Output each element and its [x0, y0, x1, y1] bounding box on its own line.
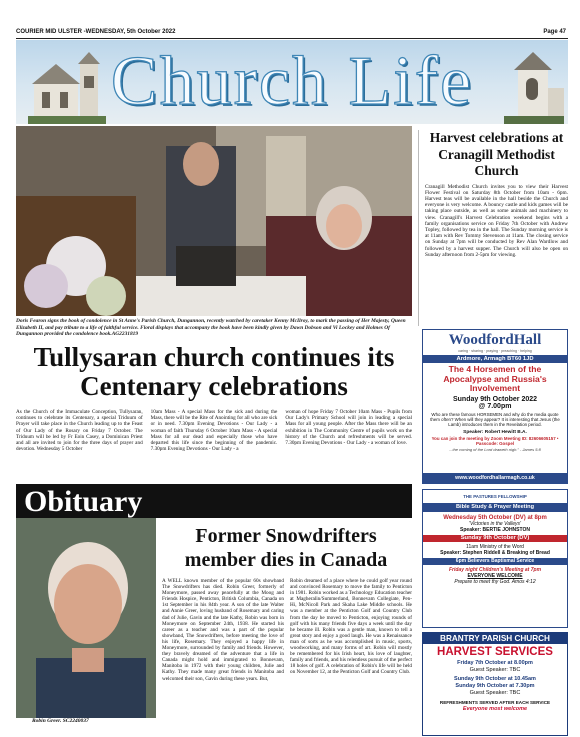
fellowship-wed-label: Wednesday 5th October (DV) at 8pm: [443, 514, 547, 521]
brantry-sunday-speaker: Guest Speaker: TBC: [469, 690, 521, 696]
harvest-article: [418, 130, 568, 326]
robin-greer-portrait: [16, 518, 156, 718]
obituary-body: [162, 578, 412, 708]
centenary-column-2: 10am Mass - A special Mass for the sick and during the Mass, there will be the Rite of Anointing for all who are sick or in need. 7.30pm Evening Devotions - Our Lady - a woman of faith Thursday 6 October 10am Mass - A special Mass for all our dead and especially those who have departed this life since the beginning of the pandemic. 7.30pm Evening Devotions - Our Lady - a: [150, 409, 278, 453]
masthead-title: Church Life: [110, 43, 474, 120]
woodford-hall-advert: [422, 329, 568, 484]
centenary-headline: Tullysaran church continues its Centenary celebrations: [33, 342, 395, 401]
obituary-column-2: Robin dreamed of a place where he could golf year round and convinced Rosemary to move the family to Penticton in 1981. Robin worked as a Technology Education teacher at Magheralin/Summerland, Bonnevam Collegiate, Pen-Hi, McNicoll Park and Skaha Lake Middle schools. He was a member at the Penticton Golf and Country Club from the day he moved to Penticton, enjoying rounds of golf with his many friends five days a week until the day he became ill. Robin was a gentle man, known to tell a great story and enjoy a good laugh. He was a Renaissance man of sorts as he was accomplished in music, sports, woodworking, and many forms of art. Robin will mostly be remembered for his Irish heart, his love of laughter, family and friends, and his relentless pursuit of the perfect 18 holes of golf. A celebration of Robin's life will be held on November 12, at the Penticton Golf and Country Club.: [290, 578, 412, 676]
condolence-book-photo: [16, 126, 412, 316]
fellowship-wed-series: 'Victories in the Valleys': [469, 520, 521, 527]
fellowship-baptism: 6pm Believers Baptismal Service: [423, 558, 567, 564]
woodford-brand: WoodfordHall: [448, 332, 542, 348]
fellowship-verse: Prepare to meet thy God. Amos 4:12: [454, 579, 536, 586]
harvest-headline: Harvest celebrations at Cranagill Methodist Church: [429, 130, 564, 178]
fellowship-strip: Bible Study & Prayer Meeting: [423, 503, 567, 511]
woodford-verse: ...the coming of the Lord draweth nigh." - James 5:8: [449, 447, 541, 453]
brantry-welcome: Everyone most welcome: [462, 706, 528, 712]
woodford-website-link[interactable]: www.woodfordhallarmagh.co.uk: [423, 473, 567, 483]
obituary-section-bar: [16, 484, 412, 518]
running-header: [16, 27, 566, 37]
fellowship-sun-label: Sunday 9th October (DV): [423, 535, 567, 541]
masthead-banner: [16, 40, 568, 124]
harvest-body: Cranagill Methodist Church invites you to view their Harvest Flower Festival on Saturday 8th October from 10am - 6pm. Harvest teas will be available in the hall beside the Church and everyone is very welcome. A bouncy castle and kids games will be taking place outside, as well as some animals and machinery to view. Cranagill's Harvest Celebration weekend begins with a family organisations service on Friday 7th October with Andrew Topley, followed by tea in the hall. The Sunday morning service is at 11am with Rev Tommy Stevenson at 11am. The closing service on Sunday at 7pm will be conducted by Rev Alan Wardlow and followed by a harvest supper. The Church will also be open on Sunday afternoon from 2-5pm for viewing.: [425, 183, 568, 258]
centenary-column-1: As the Church of the Immaculate Conception, Tullysaran, continues to celebrate its Centenary, a special Triduum of Prayer will take place in the Church leading up to the Feast of Our Lady of the Rosary on Friday 7 October. The Triduum will be led by Fr Eoin Casey, a Dominican Priest and all are invited to join for the three days of prayer and devotion. Wednesday 5 October: [16, 409, 143, 453]
obituary-label: Obituary: [24, 485, 143, 518]
obituary-photo-caption: Robin Greer. SC2240037: [32, 718, 89, 724]
brantry-sunday-evening: Sunday 9th October at 7.30pm: [455, 683, 535, 689]
portrait-image: [16, 518, 156, 718]
fellowship-wed-speaker: Speaker: BERTIE JOHNSTON: [460, 527, 530, 534]
obituary-headline: Former Snowdrifters member dies in Canada: [184, 525, 388, 571]
woodford-address: Ardmore, Armagh BT60 1JD: [423, 355, 567, 363]
fellowship-sun-speaker: Speaker: Stephen Riddell & Breaking of Bread: [440, 550, 550, 557]
church-tower-illustration: [504, 48, 564, 124]
pastures-fellowship-advert: [422, 489, 568, 628]
fellowship-sun-worship: 11am Ministry of the Word: [466, 543, 524, 550]
brantry-refreshments: REFRESHMENTS SERVED AFTER EACH SERVICE: [439, 700, 551, 705]
brantry-sunday-morning: Sunday 9th October at 10.45am: [454, 676, 536, 682]
brantry-friday-speaker: Guest Speaker: TBC: [469, 667, 521, 673]
photo-caption: Doris Fearon signs the book of condolence in St Anne's Parish Church, Dungannon, recently watched by caretaker Kenny McIlroy, to mark the passing of Her Majesty, Queen Elizabeth II, and pay tribute to a life of faithful service. Floral displays that accompany the book have been kindly given by Dawn Dobson and Vi Lockey and Holmes Of Dungannon provided the condolence book.AG2231819: [16, 318, 406, 337]
brantry-title: HARVEST SERVICES: [437, 646, 553, 658]
woodford-time: @ 7.00pm: [478, 402, 512, 410]
header-rule: [16, 38, 568, 39]
woodford-tagline: caring · sharing · praying · preaching · helping: [458, 349, 532, 353]
woodford-speaker: Speaker: Robert Hewitt B.A.: [463, 429, 527, 435]
fellowship-friday: Friday night Children's Meeting at 7pm: [448, 566, 542, 573]
woodford-date: Sunday 9th October 2022: [452, 395, 538, 403]
fellowship-welcome: EVERYONE WELCOME: [467, 572, 523, 579]
header-page-number: Page 47: [543, 29, 566, 35]
header-publication-date: COURIER MID ULSTER -WEDNESDAY, 5th October 2022: [16, 29, 176, 35]
obituary-column-1: A WELL known member of the popular 60s showband The Snowdrifters has died. Robin Greer, formerly of Moneymore, passed away peacefully at the Moog and Friends Hospice, Penticton, British Columbia, Canada on 1st September in his 84th year. A son of the late Walter and Annie Greer, loving husband of Rosemary and caring dad of Julie, Gavin and the late Kathy, Robin was born in Moneymore on September 24th, 1938. He started his career as a teacher and was a part of the popular showband, The Snowdrifters, before meeting the love of his life, Rosemary. They enjoyed a happy life in Moneymore, surrounded by family and friends. However, they bravely dreamed of the adventure that a life in Canada might hold and immigrated to Bonnevam, Manitoba in 1972 with their young children, Julie and Kathy. They made many great friends in Manitoba and welcomed their son, Gavin during these years. But,: [162, 578, 284, 682]
woodford-event-title: The 4 Horsemen of the Apocalypse and Russia's Involvement: [443, 364, 547, 394]
centenary-column-3: woman of hope Friday 7 October 10am Mass - Pupils from Our Lady's Primary School will join in leading a special Mass for all young people. After the Mass there will be an exhibition in The Community Centre of pupils work on the history of the Church and refreshments will be served. 7.30pm Evening Devotions - Our Lady - a woman of love.: [285, 409, 413, 447]
brantry-friday-service: Friday 7th October at 8.00pm: [457, 660, 533, 666]
brantry-parish-advert: [422, 632, 568, 736]
centenary-article-body: [16, 409, 412, 481]
brantry-church-name: BRANTRY PARISH CHURCH: [423, 633, 567, 644]
fellowship-org: THE PASTURES FELLOWSHIP: [463, 494, 527, 499]
woodford-blurb: Who are these famous HORSEMEN and why do the media quote them often? When will they appear? It is interesting that Jesus (the Lamb) introduces them in the Revelation period.: [430, 411, 560, 428]
photo-scene: [16, 126, 412, 316]
woodford-zoom-info: You can join the meeting by Zoom Meeting ID: 82606605157 • Passcode: Gospel: [431, 435, 559, 447]
